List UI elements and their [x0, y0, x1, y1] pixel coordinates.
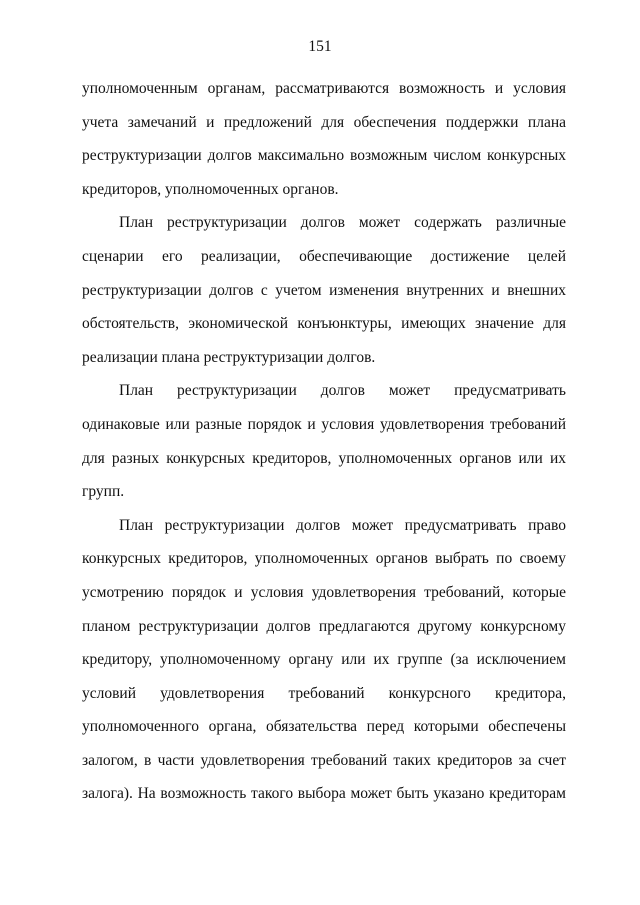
paragraph-equal-or-different-terms: План реструктуризации долгов может предусматривать одинаковые или разные порядок и условия удовлетворения требований для разных конкурсных кредиторов, уполномоченных органов или их групп.	[82, 382, 566, 501]
page-number: 151	[308, 38, 332, 55]
paragraph-right-to-choose: План реструктуризации долгов может предусматривать право конкурсных кредиторов, уполномоченных органов выбрать по своему усмотрению порядок и условия удовлетворения требований, которые планом реструктуризации долгов предлагаются другому конкурсному кредитору, уполномоченному органу или их группе (за исключением условий удовлетворения требований конкурсного кредитора, уполномоченного органа, обязательства перед которыми обеспечены залогом, в части удовлетворения требований таких кредиторов за счет залога). На возможность такого выбора может быть указано кредиторам	[82, 516, 566, 803]
paragraph-restructuring-scenarios: План реструктуризации долгов может содержать различные сценарии его реализации, обеспечивающие достижение целей реструктуризации долгов с учетом изменения внутренних и внешних обстоятельств, экономической конъюнктуры, имеющих значение для реализации плана реструктуризации долгов.	[82, 214, 566, 366]
document-body	[82, 72, 566, 811]
paragraph-continuation: уполномоченным органам, рассматриваются возможность и условия учета замечаний и предложений для обеспечения поддержки плана реструктуризации долгов максимально возможным числом конкурсных кредиторов, уполномоченных органов.	[82, 80, 566, 198]
